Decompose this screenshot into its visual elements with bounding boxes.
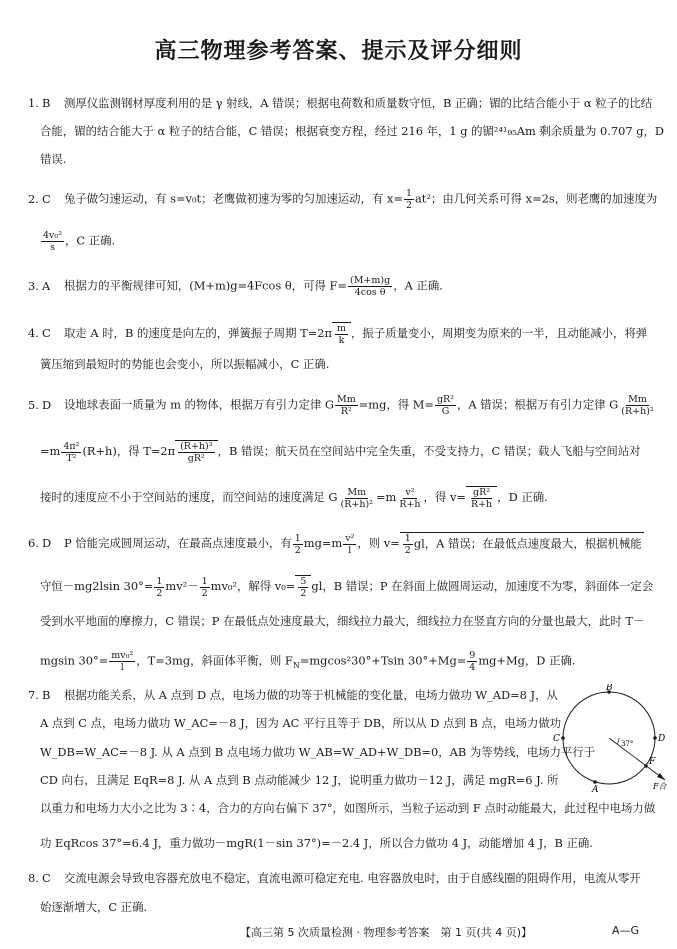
q7-circle-figure [553,684,671,794]
q5-frac [469,487,494,510]
q3-text-a: 根据力的平衡规律可知，(M+m)g=4Fcos θ，可得 F= [64,278,347,293]
q5-line-3 [40,486,548,510]
frac-numerator: 5 [300,576,307,587]
q6-frac [343,533,356,556]
q1-line-2: 合能，镅的结合能大于 α 粒子的结合能，C 错误；根据衰变方程，经过 216 年，1 g 的镅²⁴¹₉₅Am 剩余质量为 0.707 g，D [40,124,665,138]
q7-answer: B [42,688,51,702]
resultant-force-label: F合 [653,782,667,791]
q2-frac-accel [41,230,64,253]
q7-line-6: 功 EqRcos 37°=6.4 J，重力做功－mgR(1－sin 37°)=－2.4 J，所以合力做功 4 J，动能增加 4 J，B 正确. [40,836,593,850]
q5-line-2 [40,440,641,464]
frac-numerator: 4v₀² [43,230,63,241]
frac-numerator: m [337,323,347,334]
q7-line-2: A 点到 C 点，电场力做功 W_AC=－8 J，因为 AC 平行且等于 DB，所以从 D 点到 B 点，电场力做功 [40,716,562,730]
q4-sqrt [332,322,351,346]
frac-denominator: T² [66,452,77,464]
q7-number: 7. [28,688,39,702]
frac-numerator: 9 [469,650,476,661]
q2-number: 2. [28,191,39,206]
q5-text: =m [40,444,61,458]
q2-frac-half [404,188,414,211]
frac-numerator: 4π² [63,440,80,452]
frac-denominator: k [338,335,345,346]
frac-numerator: 1 [404,533,411,544]
q4-number: 4. [28,326,39,340]
frac-denominator: l [120,662,124,673]
frac-numerator: Mm [347,486,367,498]
frac-denominator: (R+h)² [340,498,373,510]
q6-line-2 [40,575,653,599]
q8-line-2: 始逐渐增大，C 正确. [40,900,148,914]
q6-line-3: 受到水平地面的摩擦力，C 错误；P 在最低点处速度最大，细线拉力最大，细线拉力在竖直方向的分量也最大，此时 T－ [40,614,645,628]
frac-numerator: Mm [336,394,356,405]
q6-number: 6. [28,536,39,550]
q6-text: mg=m [303,536,343,550]
q5-text: ，B 错误；航天员在空间站中完全失重，不受支持力，C 错误；载人飞船与空间站对 [217,444,641,458]
q6-text: mgsin 30°= [40,653,109,668]
q6-frac [293,533,303,556]
q8-number: 8. [28,871,39,885]
frac-numerator: v² [345,532,355,544]
q6-text: ，则 v= [357,536,400,550]
footer-info: 【高三第 5 次质量检测 · 物理参考答案 第 1 页(共 4 页)】 [240,926,533,939]
q6-text: =mgcos²30°+Tsin 30°+Mg= [299,653,467,668]
q5-frac [178,441,214,464]
q6-text: mv²－ [165,579,199,593]
q6-text: mg+Mg，D 正确. [478,653,576,668]
q1-text-1: 测厚仪监测钢材厚度利用的是 γ 射线，A 错误；根据电荷数和质量数守恒，B 正确；镅的比结合能小于 α 粒子的比结 [64,96,653,110]
frac-numerator: (R+h)³ [180,441,213,452]
q4-frac [335,323,348,346]
frac-denominator: l [348,544,352,556]
q2-text-2: ，C 正确. [65,233,116,248]
q6-text: ，T=3mg，斜面体平衡，则 F [136,653,293,668]
q1-line-1 [28,95,652,111]
q5-frac [435,394,456,417]
frac-denominator: R+h [399,498,421,510]
frac-denominator: R² [340,406,352,417]
q6-sqrt [295,575,311,599]
q2-line-1 [28,188,657,211]
q5-text: 设地球表面一质量为 m 的物体，根据万有引力定律 G [64,397,334,412]
q6-text: 守恒－mg2lsin 30°= [40,579,154,593]
q2-answer: C [42,191,51,206]
q6-frac [154,576,164,599]
q6-text: gl，A 错误；在最低点速度最大，根据机械能 [413,536,642,551]
q8-line-1 [28,870,641,886]
frac-denominator: 2 [294,544,301,556]
q5-text: ，A 错误；根据万有引力定律 G [457,397,619,412]
q3-line-1 [28,275,443,298]
q6-frac [200,576,210,599]
q1-answer: B [42,96,51,110]
q5-text: (R+h)，得 T=2π [82,444,176,458]
q6-text: gl，B 错误；P 在斜面上做圆周运动，加速度不为零，斜面体一定会 [311,579,654,593]
frac-numerator: v² [405,486,415,498]
q6-text: mv₀²，解得 v₀= [210,579,296,593]
frac-numerator: gR² [473,487,491,498]
q8-answer: C [42,871,51,885]
frac-numerator: 1 [156,575,163,587]
q5-frac [339,487,375,510]
q5-text: 接时的速度应不小于空间站的速度，而空间站的速度满足 G [40,490,338,504]
q5-sqrt [175,440,217,464]
q5-text: ，得 v= [423,490,466,504]
q6-line-4: mgsin 30°= $\frac{\text{mv₀²}}{l}$ ，T=3mg，斜面体平衡，则 $F_N=mgcos^230^\circ+Tsin$ 30°+Mg= $\frac{9}{4}$ mg+Mg，D 正确. [40,650,576,673]
q5-frac [335,394,358,417]
frac-denominator: gR² [187,453,205,464]
q5-line-1 [28,394,657,417]
q6-frac [467,650,477,673]
q4-line-2: 簧压缩到最短时的势能也会变小，所以振幅减小，C 正确. [40,357,330,371]
q1-number: 1. [28,96,39,110]
frac-denominator: 2 [300,588,307,599]
q6-frac [298,576,308,599]
frac-numerator: (M+m)g [349,275,391,286]
frac-numerator: mv₀² [111,650,134,661]
frac-denominator: R+h [470,499,493,510]
q5-frac [61,441,81,464]
footer-code: A—G [612,924,640,937]
frac-denominator: 2 [201,587,208,599]
q5-text: ，D 正确. [497,490,548,504]
q5-answer: D [42,397,52,412]
q4-answer: C [42,326,51,340]
frac-numerator: gR² [436,394,455,405]
q6-sqrt [400,532,644,556]
frac-denominator: 4cos θ [354,287,386,298]
point-f-label: F [649,757,656,767]
frac-denominator: 2 [156,587,163,599]
frac-numerator: 1 [201,575,208,587]
q4-text-a: 取走 A 时，B 的速度是向左的，弹簧振子周期 T=2π [64,326,332,340]
page-title: 高三物理参考答案、提示及评分细则 [154,39,523,64]
frac-denominator: s [50,242,55,253]
q7-line-1 [28,687,558,703]
q5-sqrt [466,486,497,510]
q3-frac [348,275,392,298]
q3-text-b: ，A 正确. [393,278,443,293]
q7-line-4: CD 向右，且满足 EqR=8 J. 从 A 点到 B 点动能减少 12 J，说明重力做功－12 J，满足 mgR=6 J. 所 [40,773,559,787]
frac-numerator: 1 [405,188,412,199]
q7-text-1: 根据功能关系，从 A 点到 D 点，电场力做的功等于机械能的变化量，电场力做功 W_AD=8 J，从 [64,688,558,702]
q7-line-3: W_DB=W_AC=－8 J. 从 A 点到 B 点电场力做功 W_AB=W_AD+W_DB=0，AB 为等势线，电场力平行于 [40,745,596,759]
point-a-label: A [592,785,599,794]
frac-denominator: 2 [404,545,411,556]
frac-denominator: G [441,406,450,417]
q6-answer: D [42,536,52,550]
q7-line-5: 以重力和电场力大小之比为 3∶4，合力的方向右偏下 37°，如图所示，当粒子运动到 F 点时动能最大，此过程中电场力做 [40,801,656,815]
q2-text-1a: 兔子做匀速运动，有 s=v₀t；老鹰做初速为零的匀加速运动，有 x= [64,191,403,206]
point-c-label: C [553,734,560,744]
q6-frac [109,650,135,673]
q5-number: 5. [28,397,39,412]
frac-denominator: 4 [469,662,476,673]
q4-line-1 [28,322,647,346]
q2-text-1b: at²；由几何关系可得 x=2s，则老鹰的加速度为 [415,191,658,206]
q8-text-1: 交流电源会导致电容器充放电不稳定，直流电源可稳定充电. 电容器放电时，由于自感线圈的阻碍作用，电流从零开 [64,871,641,885]
q5-frac [619,394,655,417]
q2-line-2 [40,230,115,253]
frac-denominator: 2 [405,200,412,211]
q5-text: =m [375,490,397,504]
q5-frac [397,487,422,510]
q6-frac [403,533,413,556]
q1-line-3: 错误. [40,152,67,166]
frac-numerator: 1 [294,532,301,544]
q6-line-1 [28,532,644,556]
point-d-label: D [658,734,666,744]
q3-number: 3. [28,278,39,293]
q5-text: =mg，得 M= [358,397,434,412]
q3-answer: A [42,278,51,293]
frac-numerator: Mm [628,394,647,405]
q6-text: P 恰能完成圆周运动，在最高点速度最小，有 [64,536,292,550]
frac-denominator: (R+h)² [621,406,654,417]
q4-text-b: ，振子质量变小，周期变为原来的一半，且动能减小，将弹 [351,326,648,340]
point-b-label: B [606,684,613,693]
angle-label: 37° [621,740,634,748]
